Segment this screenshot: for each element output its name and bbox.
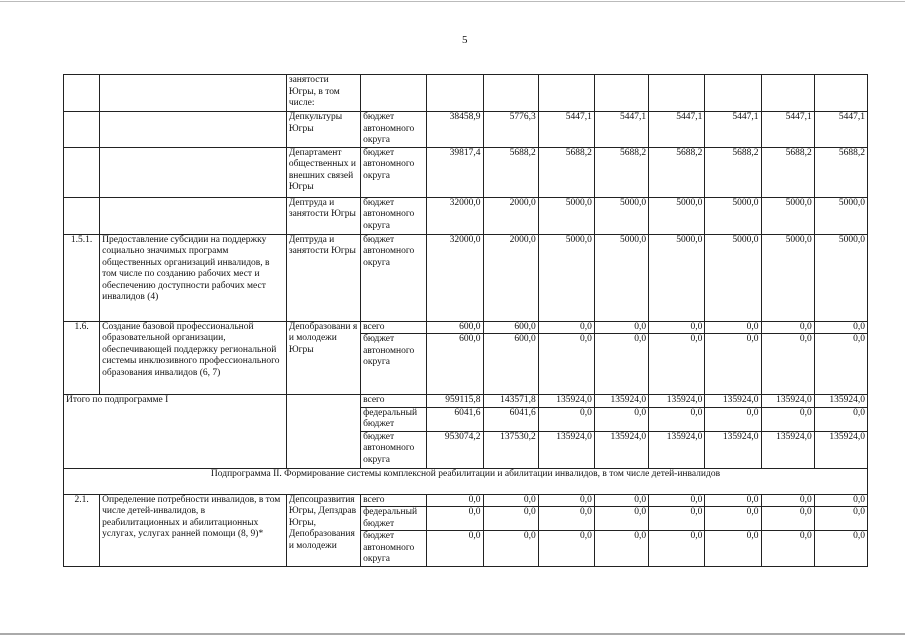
value-cell: 135924,0 (761, 395, 814, 408)
code-cell (64, 147, 100, 197)
name-cell (100, 75, 287, 112)
value-cell: 135924,0 (705, 431, 761, 468)
value-cell: 0,0 (814, 407, 867, 431)
value-cell: 0,0 (705, 507, 761, 531)
name-cell: Предоставление субсидии на поддержку социально значимых программ общественных организаций инвалидов, в том числе по созданию рабочих мест и обеспечению доступности рабочих мест инвалидов (4) (100, 234, 287, 321)
value-cell: 5447,1 (814, 112, 867, 148)
page-number: 5 (462, 34, 468, 46)
source-cell: всего (361, 395, 427, 408)
value-cell: 135924,0 (814, 395, 867, 408)
value-cell: 0,0 (538, 407, 594, 431)
value-cell: 0,0 (761, 321, 814, 334)
executor-cell: Депобразовани я и молодежи Югры (286, 321, 360, 395)
value-cell: 5447,1 (761, 112, 814, 148)
value-cell: 0,0 (761, 334, 814, 395)
table-row (64, 468, 868, 494)
total-label: Итого по подпрограмме I (64, 395, 287, 469)
value-cell: 5000,0 (761, 197, 814, 234)
scan-top-edge (0, 1, 905, 2)
value-cell: 5688,2 (594, 147, 648, 197)
value-cell: 0,0 (705, 321, 761, 334)
value-cell: 0,0 (538, 494, 594, 507)
name-cell (100, 147, 287, 197)
source-cell: бюджет автономного округа (361, 531, 427, 567)
value-cell: 5447,1 (705, 112, 761, 148)
value-cell: 5000,0 (594, 197, 648, 234)
table-row (64, 197, 868, 234)
executor-cell: Дептруда и занятости Югры (286, 197, 360, 234)
value-cell: 5447,1 (594, 112, 648, 148)
executor-cell: занятости Югры, в том числе: (286, 75, 360, 112)
executor-cell: Дептруда и занятости Югры (286, 234, 360, 321)
value-cell: 135924,0 (594, 431, 648, 468)
value-cell: 0,0 (705, 531, 761, 567)
value-cell: 0,0 (705, 334, 761, 395)
table-row (64, 234, 868, 321)
value-cell: 0,0 (761, 507, 814, 531)
value-cell: 0,0 (538, 531, 594, 567)
value-cell: 5688,2 (705, 147, 761, 197)
table-row (64, 112, 868, 148)
executor-cell: Депкультуры Югры (286, 112, 360, 148)
value-cell: 32000,0 (427, 234, 483, 321)
table-row (64, 75, 868, 112)
source-cell: бюджет автономного округа (361, 112, 427, 148)
value-cell: 0,0 (427, 507, 483, 531)
value-cell: 0,0 (761, 407, 814, 431)
value-cell: 0,0 (594, 334, 648, 395)
source-cell: всего (361, 321, 427, 334)
value-cell: 0,0 (761, 531, 814, 567)
value-cell: 5776,3 (483, 112, 538, 148)
code-cell (64, 197, 100, 234)
value-cell: 135924,0 (761, 431, 814, 468)
value-cell: 600,0 (483, 334, 538, 395)
code-cell (64, 112, 100, 148)
value-cell: 5688,2 (761, 147, 814, 197)
value-cell: 0,0 (538, 321, 594, 334)
value-cell: 5000,0 (649, 234, 705, 321)
budget-table (63, 74, 868, 567)
value-cell: 6041,6 (483, 407, 538, 431)
value-cell: 5688,2 (483, 147, 538, 197)
value-cell: 600,0 (483, 321, 538, 334)
value-cell: 5000,0 (814, 197, 867, 234)
value-cell: 0,0 (483, 494, 538, 507)
source-cell: федеральный бюджет (361, 507, 427, 531)
value-cell: 135924,0 (538, 395, 594, 408)
value-cell: 0,0 (538, 334, 594, 395)
table-row (64, 321, 868, 334)
table-row (64, 395, 868, 408)
value-cell: 39817,4 (427, 147, 483, 197)
code-cell (64, 75, 100, 112)
source-cell: бюджет автономного округа (361, 147, 427, 197)
value-cell: 0,0 (594, 531, 648, 567)
source-cell: бюджет автономного округа (361, 197, 427, 234)
value-cell: 135924,0 (649, 395, 705, 408)
value-cell: 0,0 (649, 407, 705, 431)
value-cell: 0,0 (814, 494, 867, 507)
value-cell: 5688,2 (814, 147, 867, 197)
code-cell: 1.6. (64, 321, 100, 395)
name-cell (100, 112, 287, 148)
subprogram-heading: Подпрограмма II. Формирование системы комплексной реабилитации и абилитации инвалидов, в том числе детей-инвалидов (64, 468, 868, 494)
value-cell: 0,0 (427, 494, 483, 507)
source-cell: бюджет автономного округа (361, 334, 427, 395)
value-cell: 0,0 (649, 531, 705, 567)
executor-cell (286, 395, 360, 469)
source-cell: бюджет автономного округа (361, 234, 427, 321)
value-cell: 5000,0 (705, 234, 761, 321)
value-cell: 0,0 (814, 531, 867, 567)
executor-cell: Департамент общественных и внешних связей Югры (286, 147, 360, 197)
name-cell (100, 197, 287, 234)
value-cell: 0,0 (649, 321, 705, 334)
value-cell: 5000,0 (594, 234, 648, 321)
table-body (64, 75, 868, 567)
value-cell: 5000,0 (814, 234, 867, 321)
value-cell: 135924,0 (594, 395, 648, 408)
value-cell: 135924,0 (705, 395, 761, 408)
value-cell: 135924,0 (538, 431, 594, 468)
value-cell: 0,0 (594, 507, 648, 531)
name-cell: Создание базовой профессиональной образовательной организации, обеспечивающей поддержку региональной системы инклюзивного профессионального образования инвалидов (6, 7) (100, 321, 287, 395)
value-cell: 6041,6 (427, 407, 483, 431)
table-row (64, 147, 868, 197)
value-cell: 959115,8 (427, 395, 483, 408)
value-cell: 5447,1 (649, 112, 705, 148)
value-cell: 32000,0 (427, 197, 483, 234)
value-cell: 5000,0 (649, 197, 705, 234)
value-cell: 0,0 (649, 507, 705, 531)
value-cell: 0,0 (814, 334, 867, 395)
source-cell (361, 75, 427, 112)
value-cell: 600,0 (427, 321, 483, 334)
scan-bottom-edge (0, 633, 905, 635)
value-cell: 0,0 (761, 494, 814, 507)
value-cell: 0,0 (427, 531, 483, 567)
value-cell: 600,0 (427, 334, 483, 395)
value-cell: 0,0 (814, 321, 867, 334)
executor-cell: Депсоцразвития Югры, Депздрав Югры, Депобразования и молодежи (286, 494, 360, 567)
value-cell: 0,0 (814, 507, 867, 531)
value-cell: 2000,0 (483, 197, 538, 234)
value-cell: 0,0 (705, 407, 761, 431)
code-cell: 2.1. (64, 494, 100, 567)
value-cell: 5000,0 (761, 234, 814, 321)
value-cell: 0,0 (483, 531, 538, 567)
value-cell: 135924,0 (814, 431, 867, 468)
value-cell: 143571,8 (483, 395, 538, 408)
value-cell: 38458,9 (427, 112, 483, 148)
name-cell: Определение потребности инвалидов, в том числе детей-инвалидов, в реабилитационных и абилитационных услугах, услугах ранней помощи (8, 9)* (100, 494, 287, 567)
value-cell: 0,0 (594, 407, 648, 431)
value-cell: 0,0 (705, 494, 761, 507)
code-cell: 1.5.1. (64, 234, 100, 321)
value-cell: 0,0 (649, 334, 705, 395)
source-cell: бюджет автономного округа (361, 431, 427, 468)
source-cell: федеральный бюджет (361, 407, 427, 431)
value-cell: 0,0 (594, 494, 648, 507)
value-cell: 5688,2 (649, 147, 705, 197)
value-cell: 5000,0 (705, 197, 761, 234)
value-cell: 953074,2 (427, 431, 483, 468)
value-cell: 0,0 (594, 321, 648, 334)
source-cell: всего (361, 494, 427, 507)
value-cell: 0,0 (538, 507, 594, 531)
value-cell: 5447,1 (538, 112, 594, 148)
value-cell: 0,0 (649, 494, 705, 507)
value-cell: 135924,0 (649, 431, 705, 468)
value-cell: 0,0 (483, 507, 538, 531)
value-cell: 5000,0 (538, 234, 594, 321)
value-cell: 5000,0 (538, 197, 594, 234)
table-row (64, 494, 868, 507)
value-cell: 5688,2 (538, 147, 594, 197)
value-cell: 2000,0 (483, 234, 538, 321)
value-cell: 137530,2 (483, 431, 538, 468)
